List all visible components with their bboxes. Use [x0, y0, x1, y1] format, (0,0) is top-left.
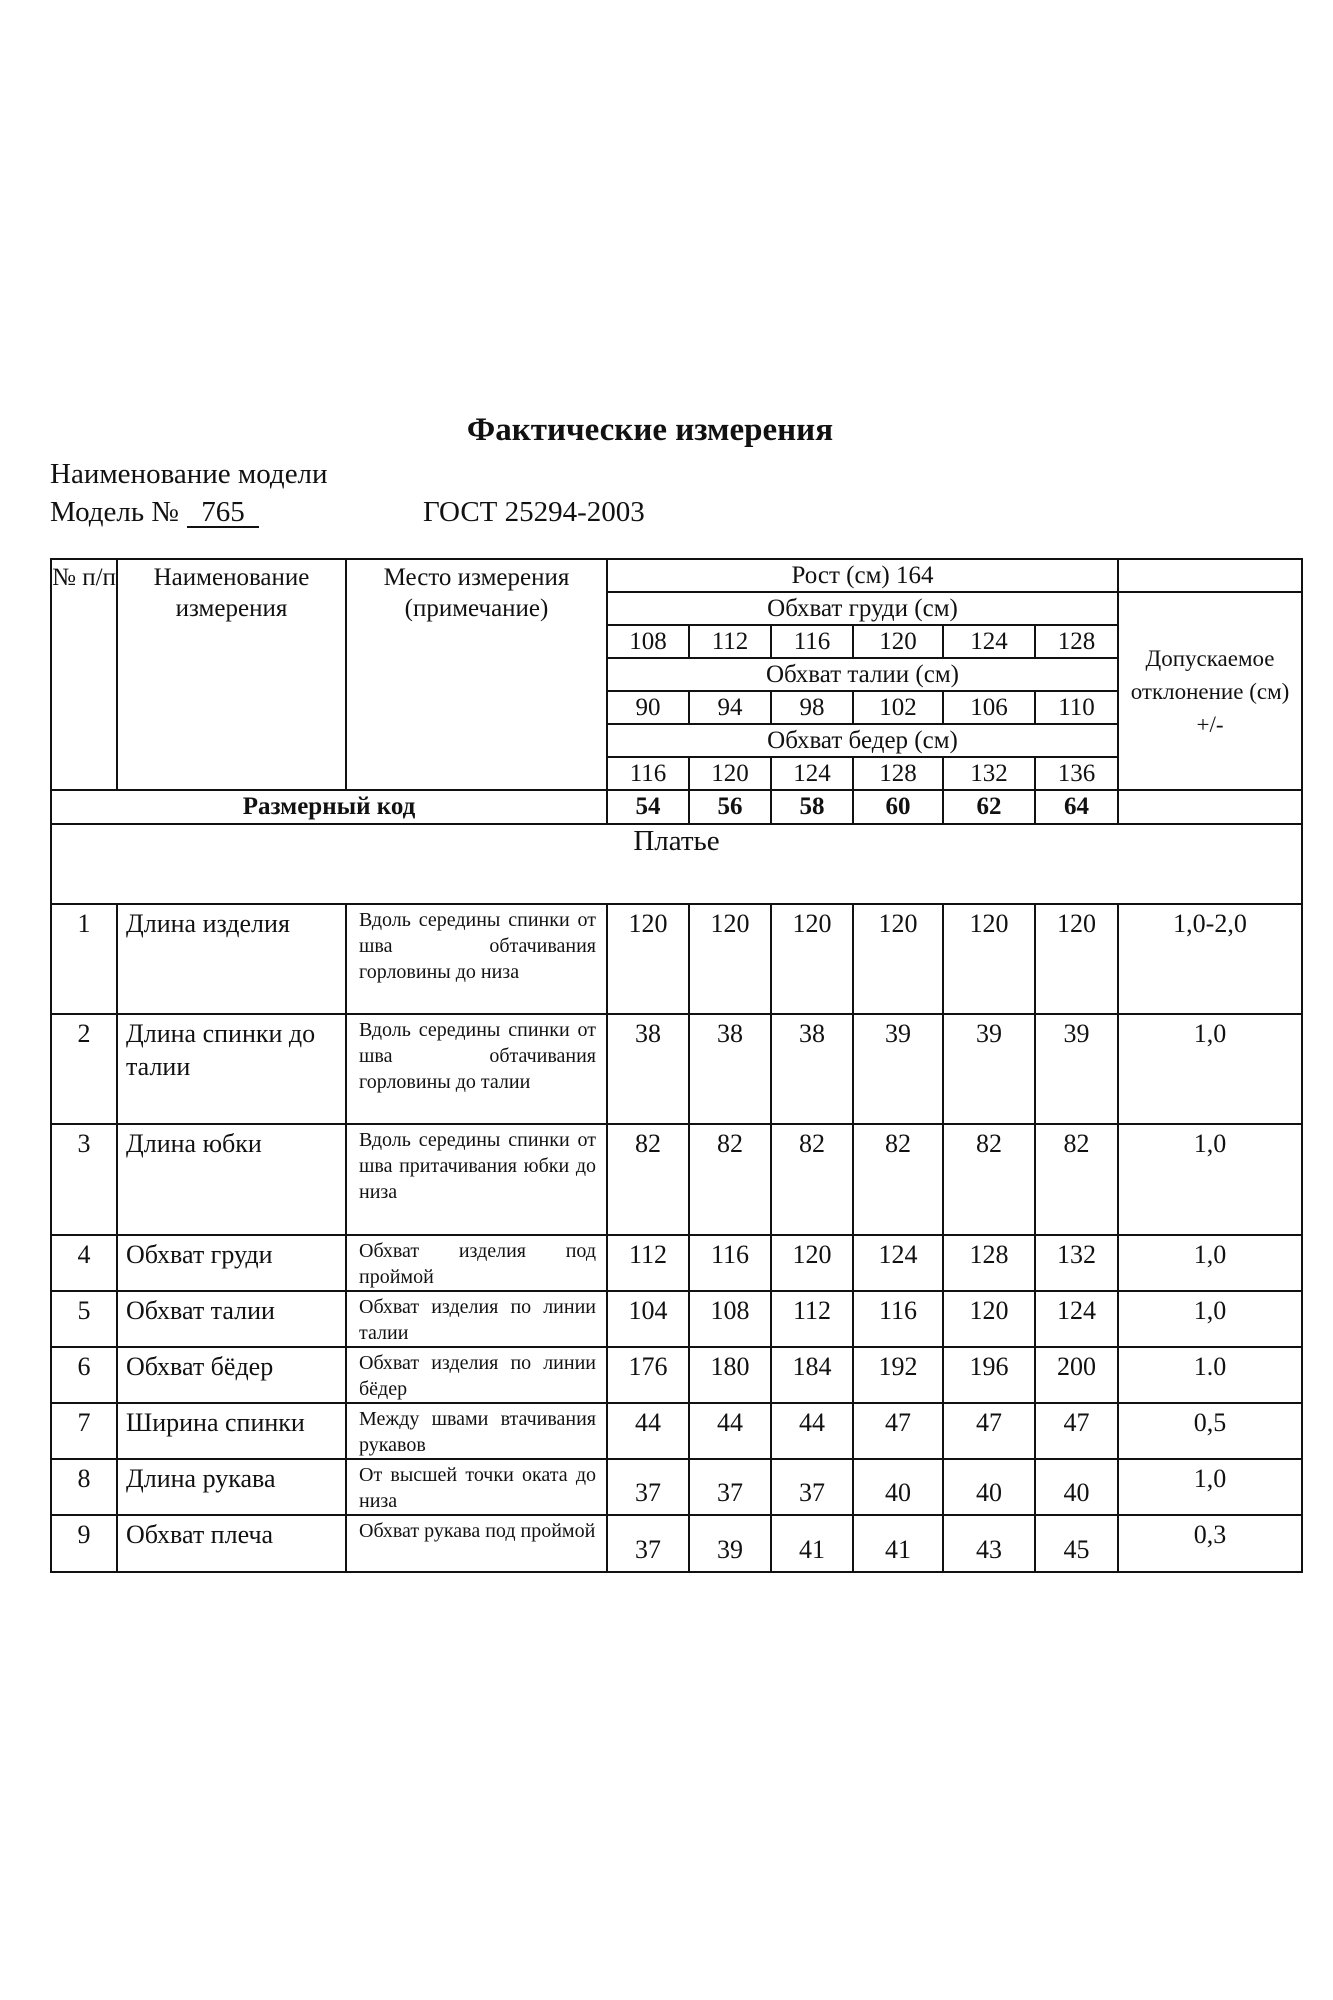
- measurement-value: 47: [943, 1403, 1035, 1459]
- waist-value: 98: [771, 691, 853, 724]
- size-code: 60: [853, 790, 943, 824]
- header-tolerance: Допускаемое отклонение (см) +/-: [1118, 592, 1302, 790]
- table-row: [51, 1014, 1302, 1124]
- measurement-value: 104: [607, 1291, 689, 1347]
- measurement-value: 47: [853, 1403, 943, 1459]
- waist-value: 110: [1035, 691, 1118, 724]
- header-num: № п/п: [51, 559, 117, 790]
- measurement-value: 128: [943, 1235, 1035, 1291]
- table-row: [51, 1124, 1302, 1235]
- hips-value: 136: [1035, 757, 1118, 790]
- measurement-place: Обхват изделия по линии бёдер: [346, 1347, 607, 1403]
- measurement-value: 41: [771, 1515, 853, 1572]
- header-hips: Обхват бедер (см): [607, 724, 1118, 757]
- chest-value: 116: [771, 625, 853, 658]
- measurement-value: 44: [771, 1403, 853, 1459]
- measurement-name: Обхват бёдер: [117, 1347, 346, 1403]
- size-code: 64: [1035, 790, 1118, 824]
- header-height: Рост (см) 164: [607, 559, 1118, 592]
- header-place: Место измерения (примечание): [346, 559, 607, 790]
- row-number: 1: [51, 904, 117, 1014]
- measurement-value: 120: [943, 1291, 1035, 1347]
- measurement-value: 196: [943, 1347, 1035, 1403]
- measurement-value: 44: [607, 1403, 689, 1459]
- page-title: Фактические измерения: [466, 412, 834, 448]
- measurement-name: Обхват плеча: [117, 1515, 346, 1572]
- measurement-value: 116: [853, 1291, 943, 1347]
- measurement-place: Вдоль середины спинки от шва обтачивания горловины до низа: [346, 904, 607, 1014]
- model-name-label: Наименование модели: [50, 458, 328, 490]
- section-title: Платье: [51, 824, 1302, 904]
- row-number: 4: [51, 1235, 117, 1291]
- measurement-value: 184: [771, 1347, 853, 1403]
- model-number: 765: [187, 498, 259, 528]
- measurement-value: 116: [689, 1235, 771, 1291]
- measurement-place: От высшей точки оката до низа: [346, 1459, 607, 1515]
- header-blank: [1118, 559, 1302, 592]
- table-row: [51, 1291, 1302, 1347]
- measurement-value: 37: [689, 1459, 771, 1515]
- tolerance-value: 1,0: [1118, 1459, 1302, 1515]
- waist-value: 94: [689, 691, 771, 724]
- tolerance-value: 1,0: [1118, 1124, 1302, 1235]
- measurement-value: 112: [607, 1235, 689, 1291]
- measurement-value: 82: [943, 1124, 1035, 1235]
- size-code: 56: [689, 790, 771, 824]
- tolerance-value: 0,3: [1118, 1515, 1302, 1572]
- measurement-name: Длина изделия: [117, 904, 346, 1014]
- model-label: Модель №: [50, 496, 179, 528]
- measurement-value: 120: [771, 1235, 853, 1291]
- measurement-name: Ширина спинки: [117, 1403, 346, 1459]
- size-code: 58: [771, 790, 853, 824]
- measurement-place: Вдоль середины спинки от шва обтачивания горловины до талии: [346, 1014, 607, 1124]
- measurement-value: 176: [607, 1347, 689, 1403]
- measurement-value: 43: [943, 1515, 1035, 1572]
- chest-value: 120: [853, 625, 943, 658]
- measurement-value: 124: [853, 1235, 943, 1291]
- measurement-value: 112: [771, 1291, 853, 1347]
- tolerance-value: 0,5: [1118, 1403, 1302, 1459]
- row-number: 3: [51, 1124, 117, 1235]
- table-row: [51, 1515, 1302, 1572]
- header-waist: Обхват талии (см): [607, 658, 1118, 691]
- measurement-value: 45: [1035, 1515, 1118, 1572]
- waist-value: 106: [943, 691, 1035, 724]
- measurement-place: Обхват рукава под проймой: [346, 1515, 607, 1572]
- measurement-value: 120: [943, 904, 1035, 1014]
- hips-value: 116: [607, 757, 689, 790]
- measurement-value: 120: [771, 904, 853, 1014]
- measurement-value: 82: [607, 1124, 689, 1235]
- measurement-value: 41: [853, 1515, 943, 1572]
- measurement-value: 120: [1035, 904, 1118, 1014]
- chest-value: 108: [607, 625, 689, 658]
- tolerance-value: 1,0: [1118, 1291, 1302, 1347]
- hips-value: 132: [943, 757, 1035, 790]
- header-chest: Обхват груди (см): [607, 592, 1118, 625]
- model-number-line: [50, 496, 259, 529]
- measurement-value: 47: [1035, 1403, 1118, 1459]
- measurement-value: 192: [853, 1347, 943, 1403]
- measurement-value: 39: [689, 1515, 771, 1572]
- table-row: [51, 904, 1302, 1014]
- hips-value: 128: [853, 757, 943, 790]
- measurement-value: 40: [1035, 1459, 1118, 1515]
- measurement-value: 120: [607, 904, 689, 1014]
- measurement-value: 39: [1035, 1014, 1118, 1124]
- measurement-value: 44: [689, 1403, 771, 1459]
- row-number: 7: [51, 1403, 117, 1459]
- measurement-value: 37: [771, 1459, 853, 1515]
- measurement-value: 38: [689, 1014, 771, 1124]
- measurement-value: 120: [853, 904, 943, 1014]
- measurement-value: 108: [689, 1291, 771, 1347]
- table-row: [51, 1347, 1302, 1403]
- waist-value: 90: [607, 691, 689, 724]
- size-code-label: Размерный код: [51, 790, 607, 824]
- chest-value: 112: [689, 625, 771, 658]
- measurement-value: 82: [853, 1124, 943, 1235]
- measurement-value: 120: [689, 904, 771, 1014]
- measurement-value: 38: [607, 1014, 689, 1124]
- measurement-place: Обхват изделия под проймой: [346, 1235, 607, 1291]
- row-number: 5: [51, 1291, 117, 1347]
- hips-value: 120: [689, 757, 771, 790]
- row-number: 2: [51, 1014, 117, 1124]
- measurement-value: 82: [771, 1124, 853, 1235]
- tolerance-value: 1,0: [1118, 1014, 1302, 1124]
- measurement-value: 82: [1035, 1124, 1118, 1235]
- size-code-blank: [1118, 790, 1302, 824]
- size-code: 62: [943, 790, 1035, 824]
- row-number: 8: [51, 1459, 117, 1515]
- tolerance-value: 1,0: [1118, 1235, 1302, 1291]
- row-number: 6: [51, 1347, 117, 1403]
- hips-value: 124: [771, 757, 853, 790]
- measurement-name: Длина рукава: [117, 1459, 346, 1515]
- measurement-name: Длина спинки до талии: [117, 1014, 346, 1124]
- size-code: 54: [607, 790, 689, 824]
- waist-value: 102: [853, 691, 943, 724]
- measurement-value: 82: [689, 1124, 771, 1235]
- table-row: [51, 1235, 1302, 1291]
- measurement-value: 37: [607, 1459, 689, 1515]
- tolerance-value: 1,0-2,0: [1118, 904, 1302, 1014]
- measurement-place: Между швами втачивания рукавов: [346, 1403, 607, 1459]
- row-number: 9: [51, 1515, 117, 1572]
- measurement-value: 39: [853, 1014, 943, 1124]
- tolerance-value: 1.0: [1118, 1347, 1302, 1403]
- measurement-value: 180: [689, 1347, 771, 1403]
- measurement-value: 40: [943, 1459, 1035, 1515]
- measurement-value: 38: [771, 1014, 853, 1124]
- measurement-name: Обхват груди: [117, 1235, 346, 1291]
- measurement-place: Обхват изделия по линии талии: [346, 1291, 607, 1347]
- header-name: Наименование измерения: [117, 559, 346, 790]
- measurement-value: 132: [1035, 1235, 1118, 1291]
- table-row: [51, 1459, 1302, 1515]
- chest-value: 128: [1035, 625, 1118, 658]
- table-row: [51, 1403, 1302, 1459]
- measurement-name: Длина юбки: [117, 1124, 346, 1235]
- measurement-value: 40: [853, 1459, 943, 1515]
- size-code-row: [51, 790, 1302, 824]
- measurement-value: 39: [943, 1014, 1035, 1124]
- measurement-value: 200: [1035, 1347, 1118, 1403]
- measurement-value: 37: [607, 1515, 689, 1572]
- measurement-place: Вдоль середины спинки от шва притачивания юбки до низа: [346, 1124, 607, 1235]
- measurement-value: 124: [1035, 1291, 1118, 1347]
- measurement-name: Обхват талии: [117, 1291, 346, 1347]
- chest-value: 124: [943, 625, 1035, 658]
- measurements-table: [50, 558, 1303, 1573]
- gost-standard: ГОСТ 25294-2003: [423, 496, 645, 528]
